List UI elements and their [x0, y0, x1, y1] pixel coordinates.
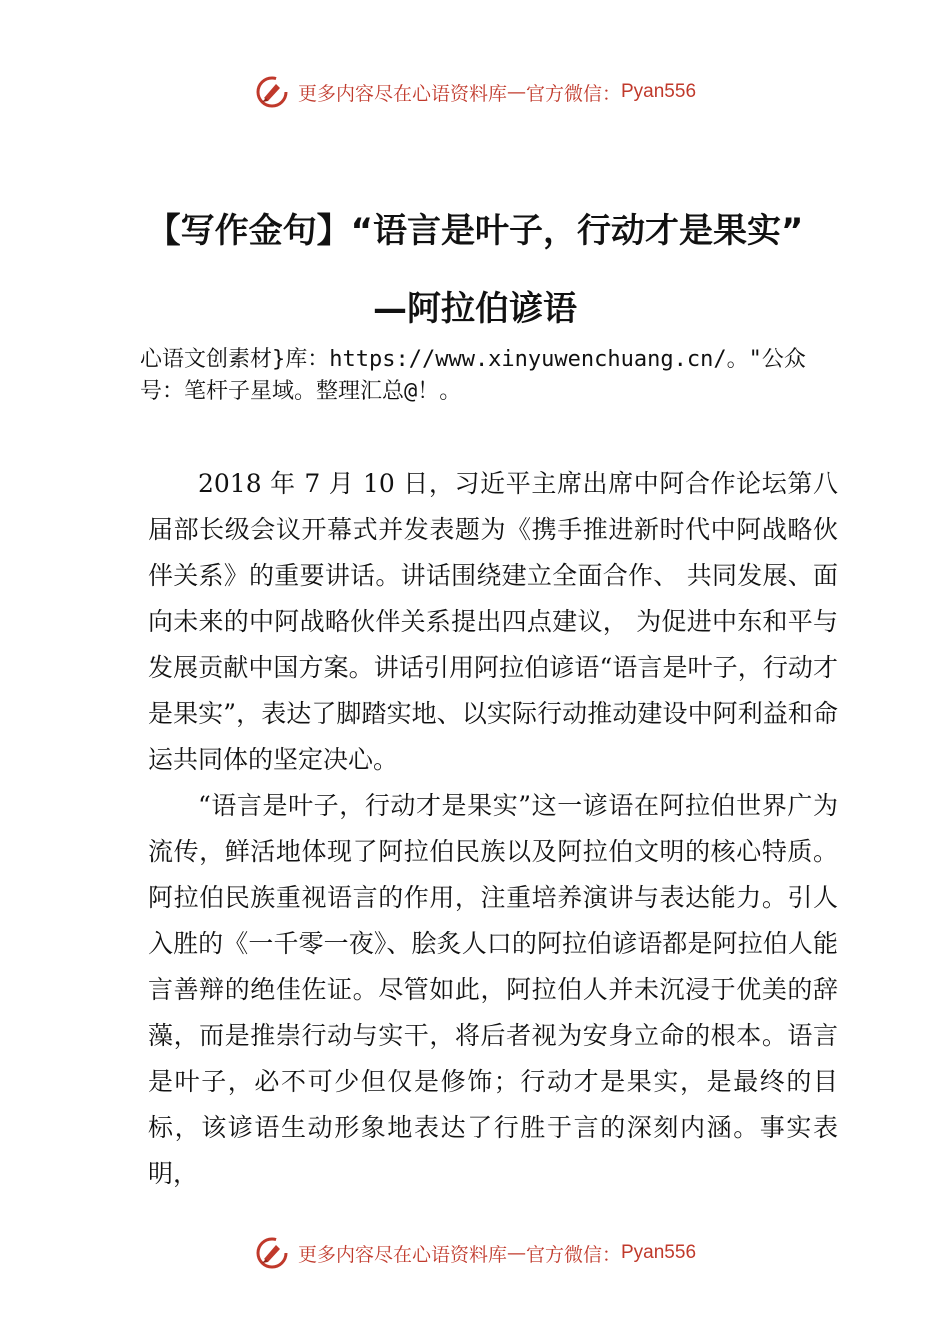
- article-body: [148, 461, 838, 1197]
- banner-contact-id: Pyan556: [621, 81, 697, 102]
- footer-banner: [0, 1231, 950, 1275]
- brand-logo-icon: [254, 74, 290, 110]
- paragraph: “语言是叶子，行动才是果实”这一谚语在阿拉伯世界广为流传，鲜活地体现了阿拉伯民族以及阿拉伯文明的核心特质。阿拉伯民族重视语言的作用，注重培养演讲与表达能力。引人入胜的《一千零一夜》、脍炙人口的阿拉伯谚语都是阿拉伯人能言善辩的绝佳佐证。尽管如此，阿拉伯人并未沉浸于优美的辞藻，而是推崇行动与实干，将后者视为安身立命的根本。语言是叶子，必不可少但仅是修饰；行动才是果实，是最终的目标，该谚语生动形象地表达了行胜于言的深刻内涵。事实表明，: [148, 791, 838, 1188]
- header-banner: [0, 70, 950, 114]
- banner-contact-label: 官方微信：: [525, 1243, 621, 1266]
- banner-separator: —: [506, 1242, 526, 1264]
- banner-separator: —: [506, 81, 526, 103]
- banner-contact-label: 官方微信：: [525, 82, 621, 105]
- banner-text: 更多内容尽在心语资料库: [297, 82, 507, 105]
- document-title: 【写作金句】“语言是叶子，行动才是果实”: [146, 211, 804, 251]
- banner-text: 更多内容尽在心语资料库: [297, 1243, 507, 1266]
- document-subtitle: —阿拉伯谚语: [373, 289, 577, 329]
- paragraph: 2018 年 7 月 10 日，习近平主席出席中阿合作论坛第八届部长级会议开幕式并发表题为《携手推进新时代中阿战略伙伴关系》的重要讲话。讲话围绕建立全面合作、 共同发展、面向未来的中阿战略伙伴关系提出四点建议， 为促进中东和平与发展贡献中国方案。讲话引用阿拉伯谚语“语言是叶子，行动才是果实”，表达了脚踏实地、以实际行动推动建设中阿利益和命运共同体的坚定决心。: [148, 469, 838, 774]
- banner-contact-id: Pyan556: [621, 1242, 697, 1263]
- brand-logo-icon: [254, 1235, 290, 1271]
- source-note: 心语文创素材}库：https://www.xinyuwenchuang.cn/。"公众号：笔杆子星域。整理汇总@！。: [140, 347, 806, 404]
